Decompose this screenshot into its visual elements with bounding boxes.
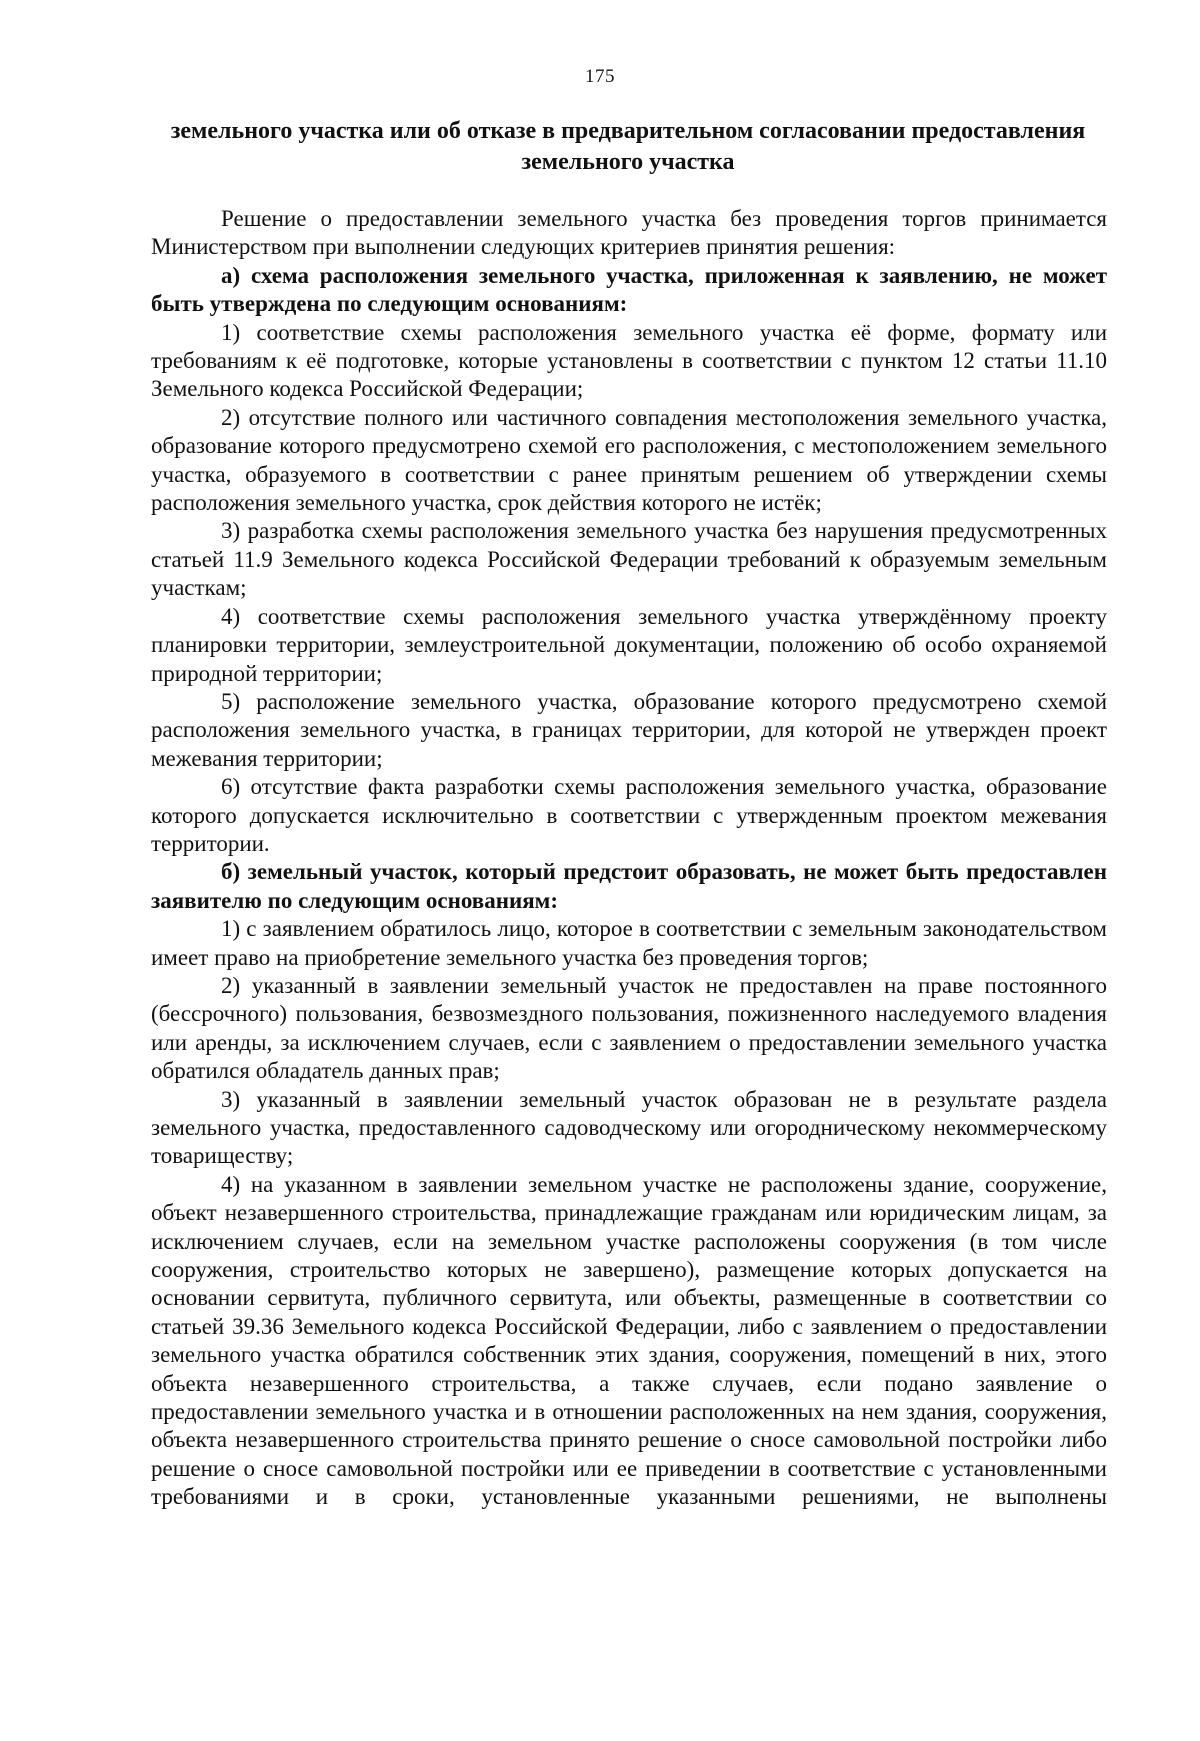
paragraph-heading-a: а) схема расположения земельного участка, приложенная к заявлению, не может быть утверждена по следующим основаниям:	[151, 262, 1107, 317]
paragraph-a-1: 1) соответствие схемы расположения земельного участка её форме, формату или требованиям к её подготовке, которые установлены в соответствии с пунктом 12 статьи 11.10 Земельного кодекса Российской Федерации;	[151, 319, 1107, 402]
paragraph-b-1: 1) с заявлением обратилось лицо, которое в соответствии с земельным законодательством имеет право на приобретение земельного участка без проведения торгов;	[151, 916, 1107, 970]
paragraph-a-6: 6) отсутствие факта разработки схемы расположения земельного участка, образование которого допускается исключительно в соответствии с утвержденным проектом межевания территории.	[151, 774, 1107, 856]
paragraph-b-4: 4) на указанном в заявлении земельном участке не расположены здание, сооружение, объект незавершенного строительства, принадлежащие гражданам или юридическим лицам, за исключением случаев, если на земельном участке расположены сооружения (в том числе сооружения, строительство которых не завершено), размещение которых допускается на основании сервитута, публичного сервитута, или объекты, размещенные в соответствии со статьей 39.36 Земельного кодекса Российской Федерации, либо с заявлением о предоставлении земельного участка обратился собственник этих здания, сооружения, помещений в них, этого объекта незавершенного строительства, а также случаев, если подано заявление о предоставлении земельного участка и в отношении расположенных на нем здания, сооружения, объекта незавершенного строительства принято решение о сносе самовольной постройки либо решение о сносе самовольной постройки или ее приведении в соответствие с установленными требованиями и в сроки, установленные указанными решениями, не выполнены	[151, 1171, 1107, 1510]
paragraph-heading-b: б) земельный участок, который предстоит образовать, не может быть предоставлен заявителю по следующим основаниям:	[151, 859, 1107, 913]
page-number: 175	[585, 66, 615, 87]
document-body	[151, 205, 1107, 1512]
paragraph-a-2: 2) отсутствие полного или частичного совпадения местоположения земельного участка, образование которого предусмотрено схемой его расположения, с местоположением земельного участка, образуемого в соответствии с ранее принятым решением об утверждении схемы расположения земельного участка, срок действия которого не истёк;	[151, 404, 1107, 516]
paragraph-a-4: 4) соответствие схемы расположения земельного участка утверждённому проекту планировки территории, землеустроительной документации, положению об особо охраняемой природной территории;	[151, 603, 1107, 686]
section-title: земельного участка или об отказе в предварительном согласовании предоставления земельного участка	[170, 118, 1086, 175]
paragraph-b-2: 2) указанный в заявлении земельный участок не предоставлен на праве постоянного (бессрочного) пользования, безвозмездного пользования, пожизненного наследуемого владения или аренды, за исключением случаев, если с заявлением о предоставлении земельного участка обратился обладатель данных прав;	[151, 972, 1107, 1084]
paragraph-a-3: 3) разработка схемы расположения земельного участка без нарушения предусмотренных статьей 11.9 Земельного кодекса Российской Федерации требований к образуемым земельным участкам;	[151, 518, 1107, 601]
paragraph-a-5: 5) расположение земельного участка, образование которого предусмотрено схемой расположения земельного участка, в границах территории, для которой не утвержден проект межевания территории;	[151, 688, 1107, 771]
paragraph-b-3: 3) указанный в заявлении земельный участок образован не в результате раздела земельного участка, предоставленного садоводческому или огородническому некоммерческому товариществу;	[151, 1086, 1107, 1169]
paragraph-intro: Решение о предоставлении земельного участка без проведения торгов принимается Министерством при выполнении следующих критериев принятия решения:	[151, 206, 1107, 260]
